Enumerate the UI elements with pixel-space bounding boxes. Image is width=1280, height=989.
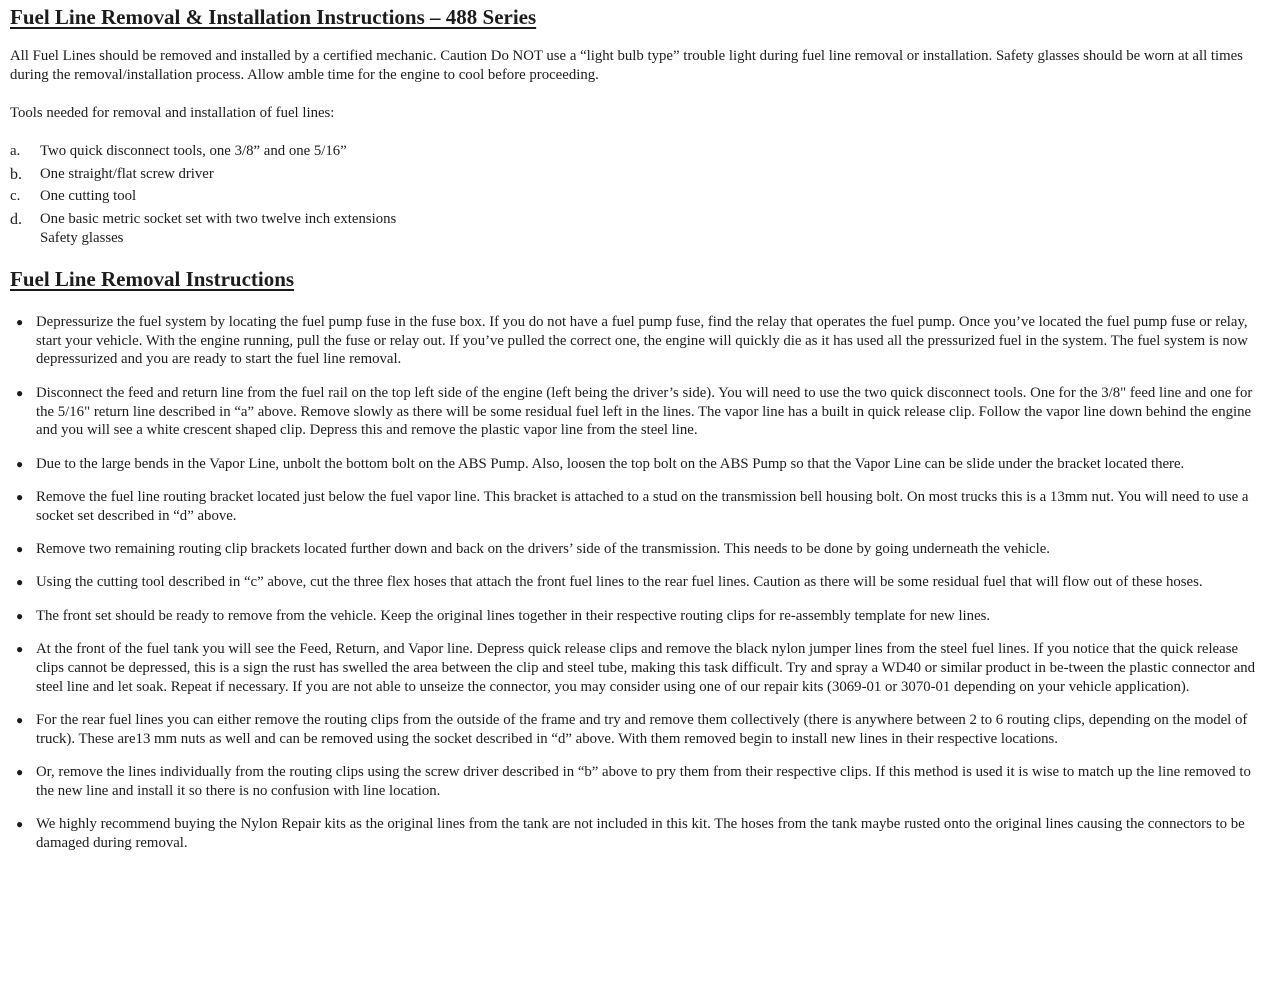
step-item [10,640,1266,696]
tool-item-a [10,142,1266,161]
tool-item-b [10,165,1266,184]
bullet-icon: ● [16,641,24,656]
step-text: For the rear fuel lines you can either remove the routing clips from the outside of the frame and try and remove them collectively (there is anywhere between 2 to 6 routing clips, depending on the model of truck). These are13 mm nuts as well and can be removed using the socket described in “d” above. With them removed begin to install new lines in their respective locations. [36,711,1248,747]
step-item [10,488,1266,526]
tool-item-extra-line: Safety glasses [40,229,124,246]
tool-item-marker: c. [10,188,21,205]
step-text: At the front of the fuel tank you will see the Feed, Return, and Vapor line. Depress quick release clips and remove the black nylon jumper lines from the steel fuel lines. If you notice that the quick release clips cannot be depressed, this is a sign the rust has swelled the area between the clip and steel tube, making this task difficult. Try and spray a WD40 or similar product in be-tween the plastic connector and steel line and let soak. Repeat if necessary. If you are not able to unseize the connector, you may consider using one of our repair kits (3069-01 or 3070-01 depending on your vehicle application). [36,640,1256,695]
document-title: Fuel Line Removal & Installation Instructions – 488 Series [10,5,537,29]
step-text: Depressurize the fuel system by locating the fuel pump fuse in the fuse box. If you do not have a fuel pump fuse, find the relay that operates the fuel pump. Once you’ve located the fuel pump fuse or relay, start your vehicle. With the engine running, pull the fuse or relay out. If you’ve pulled the correct one, the engine will quickly die as it has used all the pressurized fuel in the system. The fuel system is now depressurized and you are ready to start the fuel line removal. [36,313,1248,368]
bullet-icon: ● [16,456,24,471]
intro-paragraph: All Fuel Lines should be removed and installed by a certified mechanic. Caution Do NOT use a “light bulb type” trouble light during fuel line removal or installation. Safety glasses should be worn at all times during the removal/installation process. Allow amble time for the engine to cool before proceeding. [10,48,1243,83]
step-item [10,763,1266,801]
bullet-icon: ● [16,817,24,832]
bullet-icon: ● [16,385,24,400]
tool-item-text-line: One basic metric socket set with two twelve inch extensions [40,210,397,227]
section-heading: Fuel Line Removal Instructions [10,266,295,291]
step-text: Or, remove the lines individually from the routing clips using the screw driver described in “b” above to pry them from their respective clips. If this method is used it is wise to match up the line removed to the new line and install it so there is no confusion with line location. [36,763,1251,799]
step-text: We highly recommend buying the Nylon Repair kits as the original lines from the tank are not included in this kit. The hoses from the tank maybe rusted onto the original lines causing the connectors to be damaged during removal. [36,816,1245,851]
bullet-icon: ● [16,489,24,504]
steps-list [10,313,1266,853]
tool-item-marker: b. [10,165,22,183]
step-item [10,455,1266,474]
title-row [10,4,1266,47]
step-text: The front set should be ready to remove from the vehicle. Keep the original lines together in their respective routing clips for re-assembly template for new lines. [36,607,991,624]
tool-item-text: One cutting tool [40,188,137,205]
bullet-icon: ● [16,608,24,623]
tool-item-text: One straight/flat screw driver [40,165,214,182]
step-text: Using the cutting tool described in “c” above, cut the three flex hoses that attach the front fuel lines to the rear fuel lines. Caution as there will be some residual fuel that will flow out of these hoses. [36,574,1203,591]
step-item [10,384,1266,440]
bullet-icon: ● [16,712,24,727]
step-item [10,540,1266,559]
step-text: Disconnect the feed and return line from the fuel rail on the top left side of the engine (left being the driver’s side). You will need to use the two quick disconnect tools. One for the 3/8" feed line and one for the 5/16" return line described in “a” above. Remove slowly as there will be some residual fuel left in the lines. The vapor line has a built in quick release clip. Follow the vapor line down behind the engine and you will see a white crescent shaped clip. Depress this and remove the plastic vapor line from the steel line. [36,384,1253,439]
step-item [10,573,1266,592]
step-item [10,711,1266,749]
step-item [10,815,1266,853]
tool-item-marker: a. [10,143,21,160]
step-text: Remove the fuel line routing bracket located just below the fuel vapor line. This bracket is attached to a stud on the transmission bell housing bolt. On most trucks this is a 13mm nut. You will need to use a socket set described in “d” above. [36,488,1249,524]
step-item [10,607,1266,626]
tool-item-c [10,187,1266,206]
bullet-icon: ● [16,542,24,557]
bullet-icon: ● [16,764,24,779]
step-item [10,313,1266,369]
step-text: Due to the large bends in the Vapor Line, unbolt the bottom bolt on the ABS Pump. Also, loosen the top bolt on the ABS Pump so that the Vapor Line can be slide under the bracket located there. [36,455,1185,472]
tool-item-text [40,210,1266,248]
tool-item-d [10,210,1266,248]
bullet-icon: ● [16,314,24,329]
tools-intro-paragraph: Tools needed for removal and installation of fuel lines: [10,104,335,121]
step-text: Remove two remaining routing clip brackets located further down and back on the drivers’ side of the transmission. This needs to be done by going underneath the vehicle. [36,541,1050,558]
tool-item-text: Two quick disconnect tools, one 3/8” and one 5/16” [40,143,347,160]
section-heading-row [10,266,1266,292]
tools-list [10,142,1266,248]
tool-item-marker: d. [10,210,22,228]
bullet-icon: ● [16,575,24,590]
